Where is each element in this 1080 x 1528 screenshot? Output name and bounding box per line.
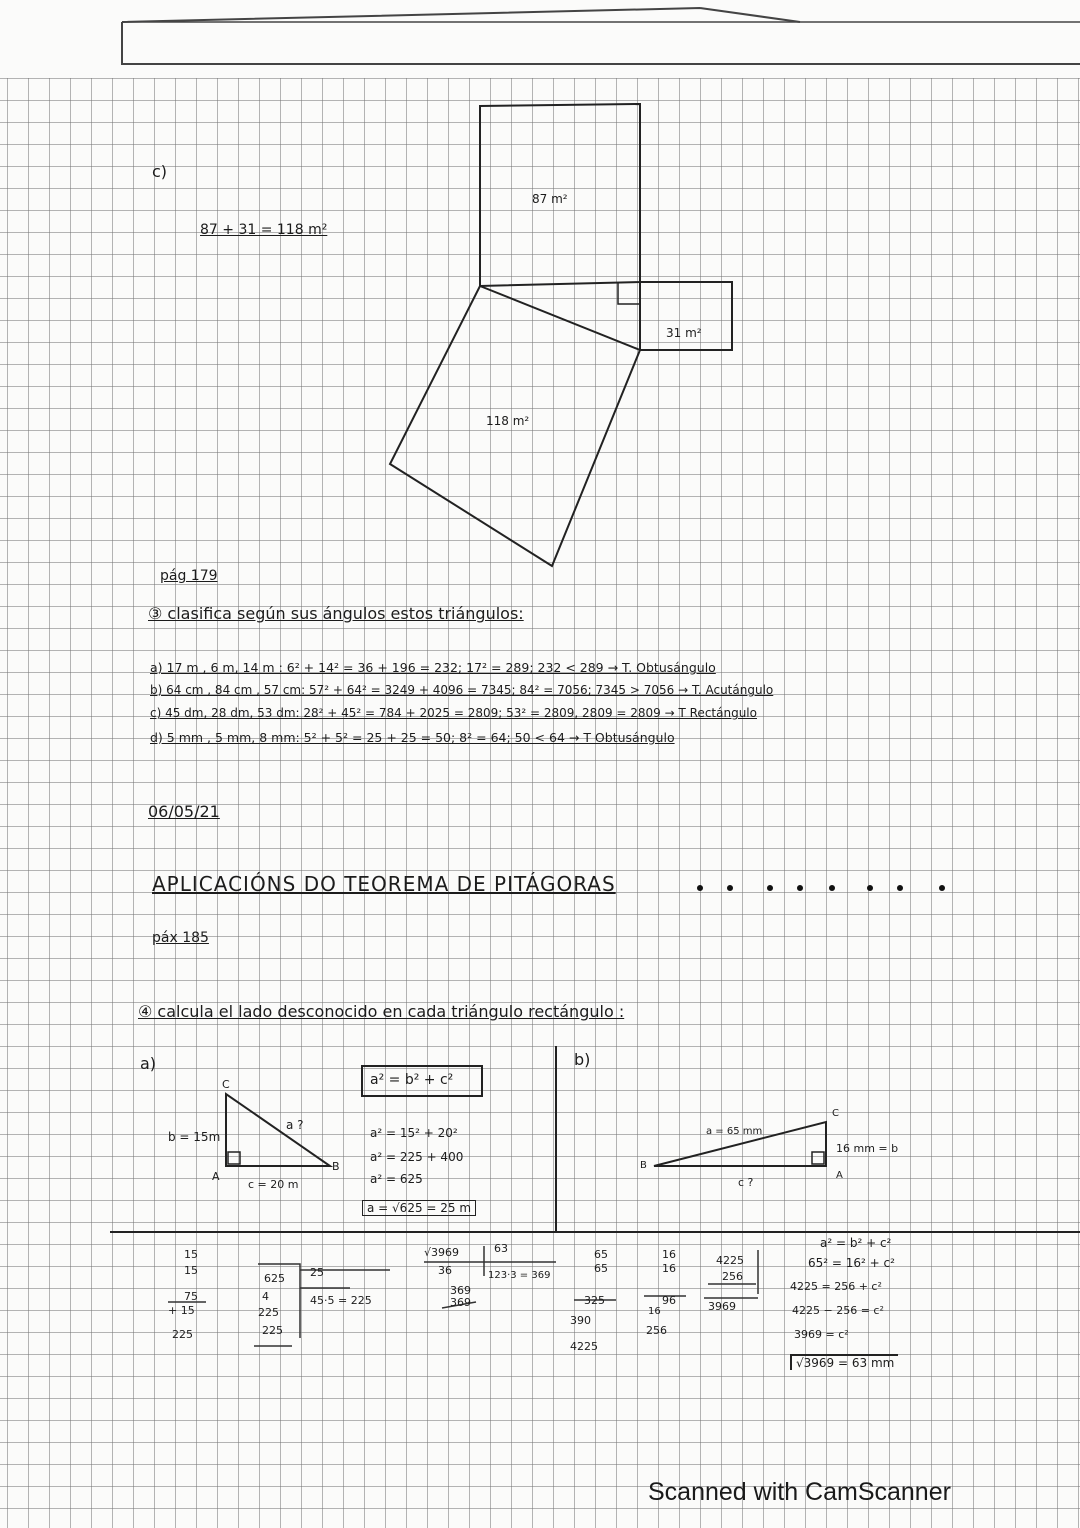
tri-b-step-3: 4225 = 256 + c² (790, 1280, 882, 1293)
calc-b-root-5: 369 (450, 1284, 471, 1297)
exercise-3-line-c: c) 45 dm, 28 dm, 53 dm: 28² + 45² = 784 + 2025 = 2809; 53² = 2809, 2809 = 2809 → T Rectángulo (150, 706, 757, 720)
square-31-label: 31 m² (666, 326, 702, 340)
calc-b-65-5: 4225 (570, 1340, 598, 1353)
calc-b-65-3: 325 (584, 1294, 605, 1307)
tri-b-step-2: 65² = 16² + c² (808, 1256, 895, 1270)
calc-b-16-4: 16 (648, 1306, 661, 1317)
tri-b-side-a: a = 65 mm (706, 1126, 763, 1137)
tri-a-step-2: a² = 225 + 400 (370, 1150, 464, 1164)
calc-b-65-1: 65 (594, 1248, 608, 1261)
scanner-watermark: Scanned with CamScanner (648, 1478, 951, 1506)
section-dividers (110, 1046, 1080, 1232)
tri-b-step-5: 3969 = c² (794, 1328, 849, 1341)
exercise-3-title: ③ clasifica según sus ángulos estos triángulos: (148, 604, 524, 623)
exercise-3-line-d: d) 5 mm , 5 mm, 8 mm: 5² + 5² = 25 + 25 = 50; 8² = 64; 50 < 64 → T Obtusángulo (150, 730, 675, 745)
calc-a-root-2: 25 (310, 1266, 324, 1279)
tri-a-side-a: a ? (286, 1118, 304, 1132)
tri-b-vertex-c: C (832, 1108, 839, 1119)
calc-b-sub-3: 3969 (708, 1300, 736, 1313)
square-118-label: 118 m² (486, 414, 530, 428)
calc-b-16-3: 96 (662, 1294, 676, 1307)
calc-b-16-5: 256 (646, 1324, 667, 1337)
calc-b-root-1: √3969 (424, 1246, 460, 1259)
calc-a-mult-5: 225 (172, 1328, 193, 1341)
calc-b-16-1: 16 (662, 1248, 676, 1261)
tri-b-vertex-b: B (640, 1160, 647, 1171)
calc-b-sub-2: 256 (722, 1270, 743, 1283)
triangle-a (226, 1094, 330, 1166)
tri-a-vertex-b: B (332, 1160, 340, 1173)
tri-a-step-1: a² = 15² + 20² (370, 1126, 458, 1140)
calc-b-root-3: 36 (438, 1264, 452, 1277)
calc-b-root-6: 369 (450, 1296, 471, 1309)
calc-a-mult-3: 75 (184, 1290, 198, 1303)
calc-b-65-4: 390 (570, 1314, 591, 1327)
tri-b-vertex-a: A (836, 1170, 843, 1181)
tri-a-vertex-a: A (212, 1170, 220, 1183)
tri-b-side-c: c ? (738, 1176, 754, 1189)
page-ref-179: pág 179 (160, 568, 218, 584)
exercise-3-line-a: a) 17 m , 6 m, 14 m : 6² + 14² = 36 + 196 = 232; 17² = 289; 232 < 289 → T. Obtusángulo (150, 660, 716, 675)
part-c-equation: 87 + 31 = 118 m² (200, 222, 328, 238)
part-c-label: c) (152, 162, 168, 181)
tri-b-step-1: a² = b² + c² (820, 1236, 892, 1250)
calc-a-mult-2: 15 (184, 1264, 198, 1277)
calc-b-16-2: 16 (662, 1262, 676, 1275)
exercise-4-title: ④ calcula el lado desconocido en cada triángulo rectángulo : (138, 1002, 625, 1021)
tri-a-formula: a² = b² + c² (370, 1072, 454, 1088)
calc-b-sub-1: 4225 (716, 1254, 744, 1267)
square-87-label: 87 m² (532, 192, 568, 206)
tri-b-side-b: 16 mm = b (836, 1142, 899, 1155)
calc-a-mult-1: 15 (184, 1248, 198, 1261)
title-dots (697, 885, 945, 891)
calc-b-root-2: 63 (494, 1242, 508, 1255)
date: 06/05/21 (148, 802, 220, 821)
calc-a-mult-4: + 15 (168, 1304, 195, 1317)
tri-b-step-4: 4225 − 256 = c² (792, 1304, 884, 1317)
page-ref-185: páx 185 (152, 930, 209, 946)
calc-b-root-4: 123·3 = 369 (488, 1270, 551, 1281)
tri-a-vertex-c: C (222, 1078, 230, 1091)
tri-a-result: a = √625 = 25 m (362, 1200, 476, 1216)
calc-b-65-2: 65 (594, 1262, 608, 1275)
calc-a-root-1: 625 (264, 1272, 285, 1285)
section-title: APLICACIÓNS DO TEOREMA DE PITÁGORAS (152, 872, 616, 896)
header-box (122, 8, 1080, 64)
calc-a-root-5: 225 (262, 1324, 283, 1337)
calc-a-root-4: 225 (258, 1306, 279, 1319)
calc-a-root-6: 45·5 = 225 (310, 1294, 372, 1307)
calc-a-root-3: 4 (262, 1290, 269, 1303)
tri-a-side-c: c = 20 m (248, 1178, 299, 1191)
part-b-label: b) (574, 1050, 591, 1069)
tri-a-step-3: a² = 625 (370, 1172, 423, 1186)
tri-a-side-b: b = 15m (168, 1130, 221, 1144)
tri-b-result: √3969 = 63 mm (790, 1354, 898, 1370)
exercise-3-line-b: b) 64 cm , 84 cm , 57 cm: 57² + 64² = 3249 + 4096 = 7345; 84² = 7056; 7345 > 7056 → T. Acutángulo (150, 683, 774, 697)
part-a-label: a) (140, 1054, 157, 1073)
